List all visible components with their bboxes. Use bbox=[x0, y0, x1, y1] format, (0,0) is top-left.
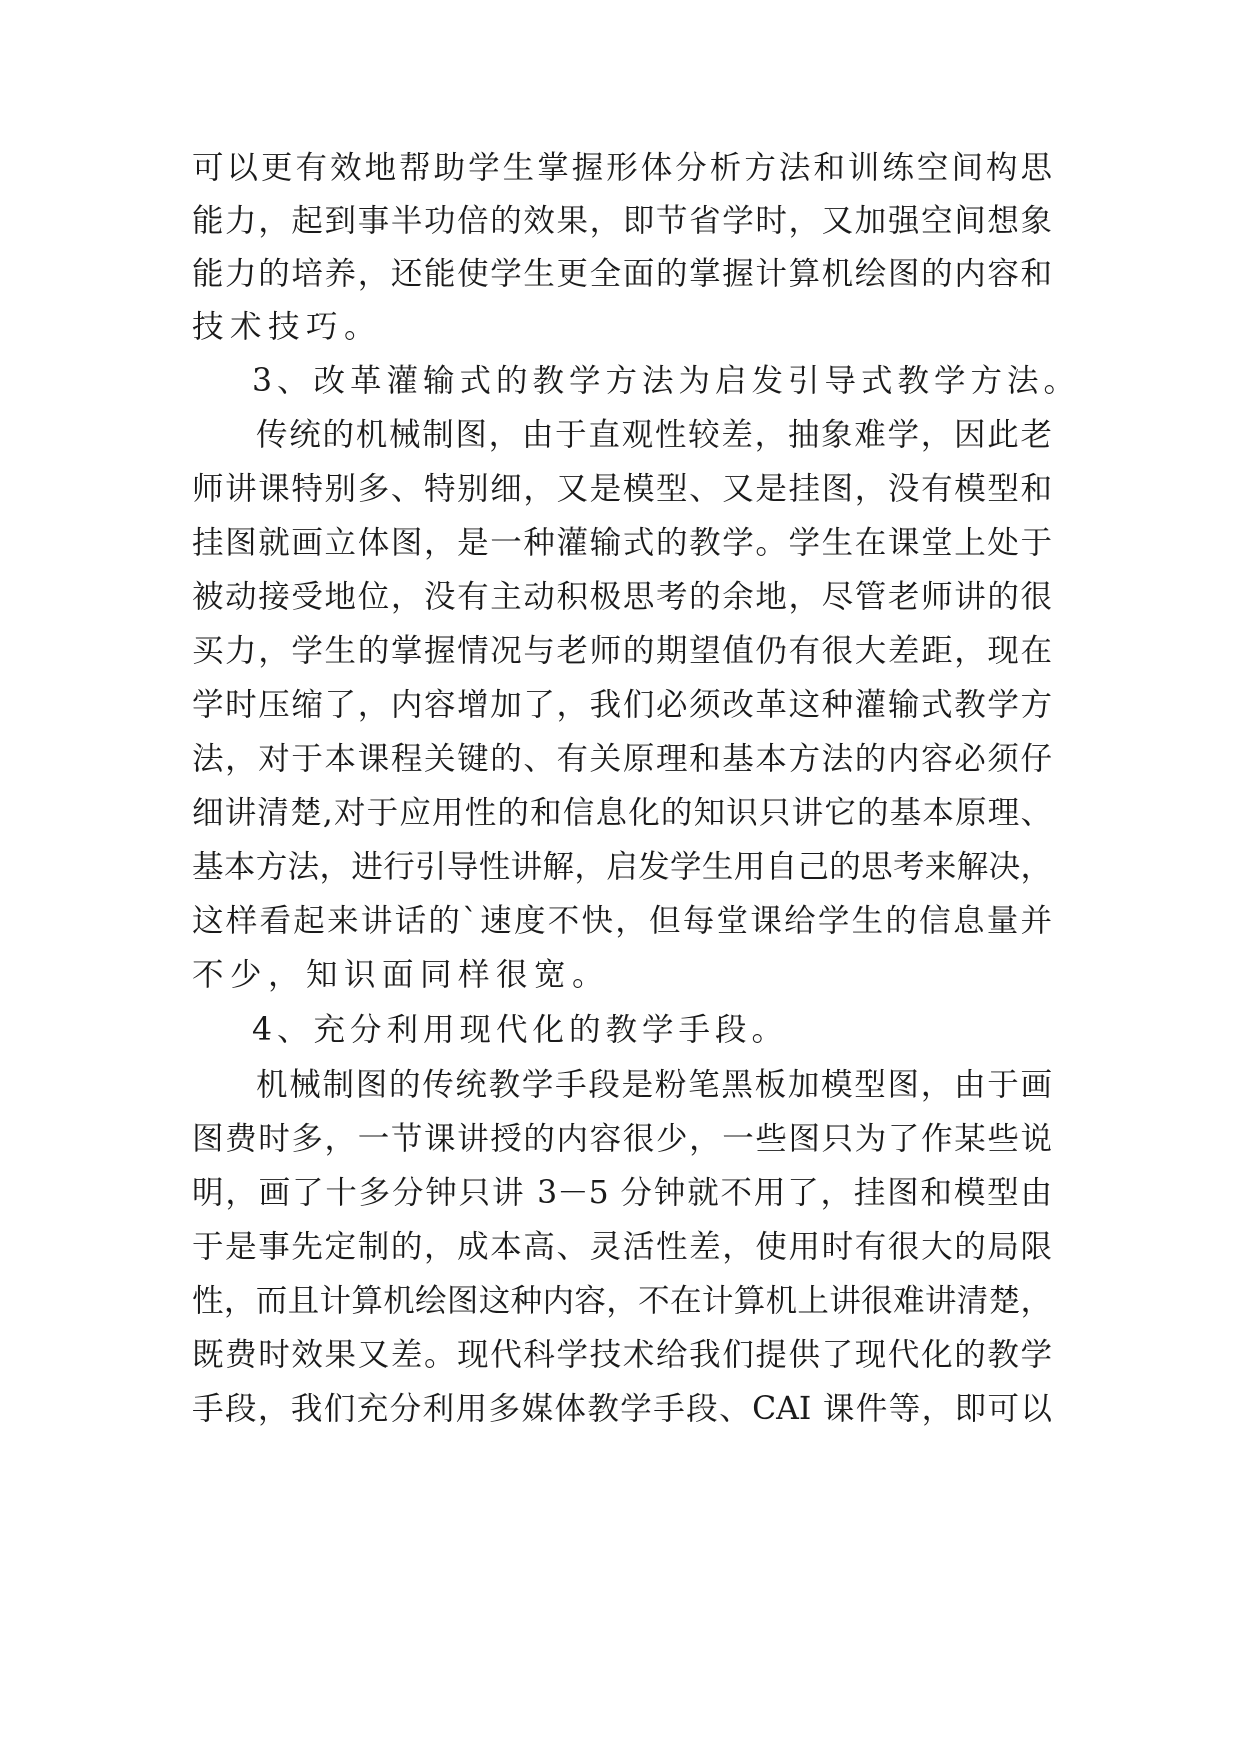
text-line: 不少，知识面同样很宽。 bbox=[192, 957, 611, 993]
text-line: 能力的培养，还能使学生更全面的掌握计算机绘图的内容和 bbox=[192, 256, 1052, 292]
text-line: 既费时效果又差。现代科学技术给我们提供了现代化的教学 bbox=[192, 1337, 1052, 1373]
text-line: 这样看起来讲话的`速度不快，但每堂课给学生的信息量并 bbox=[192, 903, 1052, 939]
text-line: 被动接受地位，没有主动积极思考的余地，尽管老师讲的很 bbox=[192, 579, 1052, 615]
text-line: 买力，学生的掌握情况与老师的期望值仍有很大差距，现在 bbox=[192, 633, 1052, 669]
text-line: 挂图就画立体图，是一种灌输式的教学。学生在课堂上处于 bbox=[192, 525, 1052, 561]
text-line: 明，画了十多分钟只讲 3－5 分钟就不用了，挂图和模型由 bbox=[192, 1175, 1052, 1211]
text-line: 师讲课特别多、特别细，又是模型、又是挂图，没有模型和 bbox=[192, 471, 1052, 507]
text-line: 技术技巧。 bbox=[192, 309, 383, 345]
text-line: 性，而且计算机绘图这种内容，不在计算机上讲很难讲清楚， bbox=[192, 1283, 1052, 1319]
paragraph-first-line: 传统的机械制图，由于直观性较差，抽象难学，因此老 bbox=[256, 417, 1052, 453]
text-line: 学时压缩了，内容增加了，我们必须改革这种灌输式教学方 bbox=[192, 687, 1052, 723]
text-line: 能力，起到事半功倍的效果，即节省学时，又加强空间想象 bbox=[192, 203, 1052, 239]
section-heading-4: 4、充分利用现代化的教学手段。 bbox=[252, 1012, 789, 1048]
text-line: 手段，我们充分利用多媒体教学手段、CAI 课件等，即可以 bbox=[192, 1391, 1052, 1427]
text-line: 于是事先定制的，成本高、灵活性差，使用时有很大的局限 bbox=[192, 1229, 1052, 1265]
text-line: 图费时多，一节课讲授的内容很少，一些图只为了作某些说 bbox=[192, 1121, 1052, 1157]
text-line: 可以更有效地帮助学生掌握形体分析方法和训练空间构思 bbox=[192, 150, 1052, 186]
paragraph-first-line: 机械制图的传统教学手段是粉笔黑板加模型图，由于画 bbox=[256, 1067, 1052, 1103]
text-line: 基本方法，进行引导性讲解，启发学生用自己的思考来解决， bbox=[192, 849, 1052, 885]
section-heading-3: 3、改革灌输式的教学方法为启发引导式教学方法。 bbox=[252, 363, 1081, 399]
text-line: 法，对于本课程关键的、有关原理和基本方法的内容必须仔 bbox=[192, 741, 1052, 777]
text-line: 细讲清楚,对于应用性的和信息化的知识只讲它的基本原理、 bbox=[192, 795, 1052, 831]
